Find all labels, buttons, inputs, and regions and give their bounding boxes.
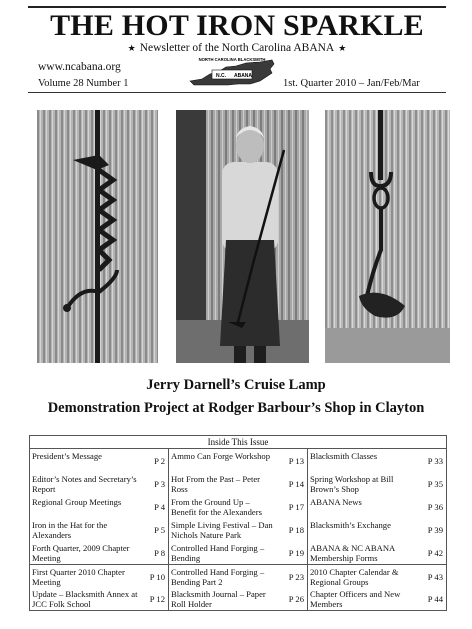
headline-line2: Demonstration Project at Rodger Barbour’s Shop in Clayton bbox=[47, 400, 425, 416]
toc-entry[interactable] bbox=[30, 472, 168, 495]
toc-entry[interactable] bbox=[308, 541, 446, 564]
toc-entry-label: Ammo Can Forge Workshop bbox=[171, 451, 271, 461]
toc-entry[interactable] bbox=[30, 587, 168, 610]
toc-entry[interactable] bbox=[169, 472, 307, 495]
headline-line1: Jerry Darnell’s Cruise Lamp bbox=[146, 377, 326, 393]
toc-title: Inside This Issue bbox=[30, 436, 446, 449]
toc-entry-page: P 10 bbox=[149, 572, 165, 582]
logo-left-text: N.C. bbox=[216, 73, 226, 79]
toc-column bbox=[30, 449, 169, 610]
toc-entry[interactable] bbox=[30, 495, 168, 518]
toc-entry-label: Blacksmith Classes bbox=[310, 451, 378, 461]
toc-entry-label: ABANA News bbox=[310, 497, 362, 507]
toc-entry[interactable] bbox=[30, 564, 168, 587]
toc-entry[interactable] bbox=[30, 449, 168, 472]
photo-lamp-stand bbox=[37, 110, 158, 363]
toc-entry[interactable] bbox=[169, 518, 307, 541]
toc-entry[interactable] bbox=[308, 587, 446, 610]
toc-entry-label: Regional Group Meetings bbox=[32, 497, 122, 507]
toc-entry[interactable] bbox=[169, 495, 307, 518]
photo-blacksmith bbox=[176, 110, 309, 363]
toc-entry-page: P 36 bbox=[427, 502, 443, 512]
star-icon: ★ bbox=[338, 43, 347, 53]
toc-entry-label: Blacksmith’s Exchange bbox=[310, 520, 391, 530]
toc-entry-page: P 3 bbox=[154, 479, 165, 489]
toc-entry[interactable] bbox=[169, 564, 307, 587]
toc-entry-label: First Quarter 2010 Chapter Meeting bbox=[32, 567, 125, 587]
newsletter-title: THE HOT IRON SPARKLE bbox=[50, 9, 424, 42]
toc-entry-page: P 14 bbox=[288, 479, 304, 489]
toc-entry[interactable] bbox=[169, 587, 307, 610]
toc-entry-page: P 5 bbox=[154, 525, 165, 535]
website-url[interactable]: www.ncabana.org bbox=[38, 61, 121, 73]
toc-entry-page: P 33 bbox=[427, 456, 443, 466]
toc-entry[interactable] bbox=[30, 518, 168, 541]
toc-column bbox=[169, 449, 308, 610]
toc-entry-label: Editor’s Notes and Secretary’s Report bbox=[32, 474, 137, 494]
toc-entry-label: Update – Blacksmith Annex at JCC Folk School bbox=[32, 589, 138, 609]
toc-entry-page: P 43 bbox=[427, 572, 443, 582]
toc-entry-page: P 17 bbox=[288, 502, 304, 512]
toc-entry-label: Hot From the Past – Peter Ross bbox=[171, 474, 261, 494]
toc-grid bbox=[30, 449, 446, 610]
toc-entry-label: Chapter Officers and New Members bbox=[310, 589, 401, 609]
toc-entry-label: Controlled Hand Forging – Bending Part 2 bbox=[171, 567, 265, 587]
header-rule bbox=[28, 92, 446, 93]
volume-number: Volume 28 Number 1 bbox=[38, 78, 129, 89]
toc-entry-page: P 42 bbox=[427, 548, 443, 558]
logo-right-text: ABANA bbox=[233, 73, 253, 79]
toc-entry-label: Controlled Hand Forging – Bending bbox=[171, 543, 265, 563]
toc-entry[interactable] bbox=[308, 495, 446, 518]
toc-entry-page: P 18 bbox=[288, 525, 304, 535]
toc-entry-label: Blacksmith Journal – Paper Roll Holder bbox=[171, 589, 266, 609]
toc-entry[interactable] bbox=[308, 449, 446, 472]
toc-entry[interactable] bbox=[30, 541, 168, 564]
toc-entry-label: Simple Living Festival – Dan Nichols Nature Park bbox=[171, 520, 273, 540]
toc-entry-label: Forth Quarter, 2009 Chapter Meeting bbox=[32, 543, 130, 563]
toc-entry-page: P 8 bbox=[154, 548, 165, 558]
toc-column bbox=[308, 449, 446, 610]
toc-entry-page: P 35 bbox=[427, 479, 443, 489]
toc-entry[interactable] bbox=[308, 564, 446, 587]
toc-entry-label: Spring Workshop at Bill Brown’s Shop bbox=[310, 474, 394, 494]
toc-entry[interactable] bbox=[169, 449, 307, 472]
nc-abana-logo bbox=[188, 54, 278, 90]
toc-entry-page: P 12 bbox=[149, 594, 165, 604]
logo-top-text: NORTH CAROLINA BLACKSMITH bbox=[198, 57, 266, 62]
toc-entry-page: P 13 bbox=[288, 456, 304, 466]
toc-entry-label: 2010 Chapter Calendar & Regional Groups bbox=[310, 567, 399, 587]
toc-entry-label: President’s Message bbox=[32, 451, 102, 461]
toc-entry[interactable] bbox=[308, 518, 446, 541]
star-icon: ★ bbox=[127, 43, 136, 53]
toc-entry-label: ABANA & NC ABANA Membership Forms bbox=[310, 543, 395, 563]
toc-entry-page: P 26 bbox=[288, 594, 304, 604]
toc-entry-page: P 19 bbox=[288, 548, 304, 558]
table-of-contents bbox=[29, 435, 447, 611]
toc-entry-label: From the Ground Up – Benefit for the Alexanders bbox=[171, 497, 262, 517]
toc-entry[interactable] bbox=[308, 472, 446, 495]
toc-entry-label: Iron in the Hat for the Alexanders bbox=[32, 520, 108, 540]
toc-entry-page: P 4 bbox=[154, 502, 165, 512]
toc-entry-page: P 2 bbox=[154, 456, 165, 466]
photo-lamp-closeup bbox=[325, 110, 450, 363]
toc-entry-page: P 23 bbox=[288, 572, 304, 582]
toc-entry-page: P 39 bbox=[427, 525, 443, 535]
toc-entry[interactable] bbox=[169, 541, 307, 564]
subtitle-text: Newsletter of the North Carolina ABANA bbox=[139, 42, 335, 54]
newsletter-subtitle bbox=[28, 42, 446, 54]
issue-quarter: 1st. Quarter 2010 – Jan/Feb/Mar bbox=[283, 78, 420, 89]
toc-entry-page: P 44 bbox=[427, 594, 443, 604]
